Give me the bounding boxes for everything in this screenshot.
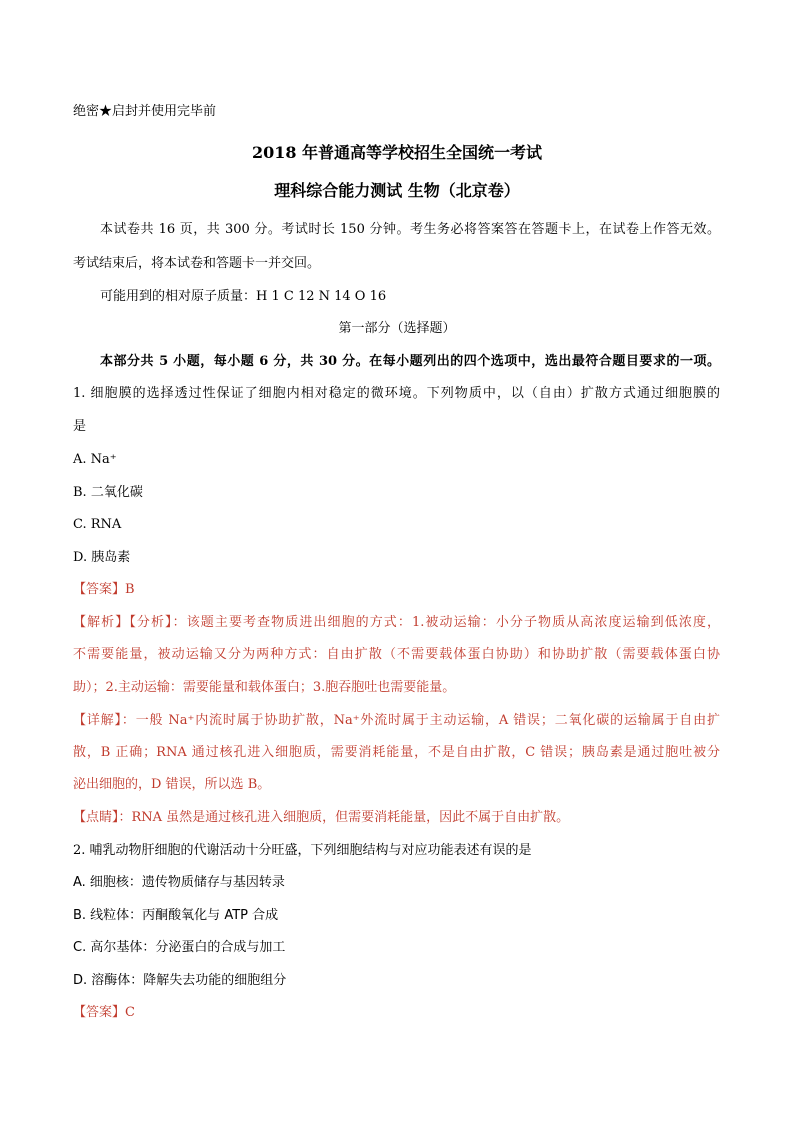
q1-option-d: D. 胰岛素 — [73, 550, 131, 565]
q2-option-a: A. 细胞核：遗传物质储存与基因转录 — [73, 875, 285, 890]
q2-option-c: C. 高尔基体：分泌蛋白的合成与加工 — [73, 940, 286, 955]
q1-option-c: C. RNA — [73, 517, 122, 532]
q1-stem-line-1: 1. 细胞膜的选择透过性保证了细胞内相对稳定的微环境。下列物质中，以（自由）扩散方式通过细胞膜的 — [73, 386, 720, 401]
q1-analysis-line-2: 不需要能量，被动运输又分为两种方式：自由扩散（不需要载体蛋白协助）和协助扩散（需要载体蛋白协 — [73, 647, 720, 662]
part1-description: 本部分共 5 小题，每小题 6 分，共 30 分。在每小题列出的四个选项中，选出最符合题目要求的一项。 — [100, 354, 720, 369]
q1-detail-line-2: 散，B 正确；RNA 通过核孔进入细胞质，需要消耗能量，不是自由扩散，C 错误；胰岛素是通过胞吐被分 — [73, 745, 720, 760]
instructions-line-1: 本试卷共 16 页，共 300 分。考试时长 150 分钟。考生务必将答案答在答题卡上，在试卷上作答无效。 — [100, 222, 720, 237]
instructions-line-2: 考试结束后，将本试卷和答题卡一并交回。 — [73, 256, 321, 271]
q1-analysis-line-1: 【解析】【分析】：该题主要考查物质进出细胞的方式：1.被动运输：小分子物质从高浓度运输到低浓度， — [73, 615, 720, 630]
q2-option-d: D. 溶酶体：降解失去功能的细胞组分 — [73, 973, 287, 988]
part1-title: 第一部分（选择题） — [338, 321, 456, 336]
q1-analysis-line-3: 助）；2.主动运输：需要能量和载体蛋白；3.胞吞胞吐也需要能量。 — [73, 680, 456, 695]
q1-option-a: A. Na⁺ — [73, 452, 117, 467]
q1-stem-line-2: 是 — [73, 419, 87, 434]
q1-detail-line-1: 【详解】：一般 Na⁺内流时属于协助扩散，Na⁺外流时属于主动运输，A 错误；二氧化碳的运输属于自由扩 — [73, 713, 720, 728]
confidential-label: 绝密★启封并使用完毕前 — [73, 104, 217, 119]
q1-option-b: B. 二氧化碳 — [73, 485, 143, 500]
q2-answer: 【答案】C — [73, 1005, 135, 1020]
q1-tip: 【点睛】：RNA 虽然是通过核孔进入细胞质，但需要消耗能量，因此不属于自由扩散。 — [73, 810, 570, 825]
q2-option-b: B. 线粒体：丙酮酸氧化与 ATP 合成 — [73, 908, 279, 923]
q1-detail-line-3: 泌出细胞的，D 错误，所以选 B。 — [73, 777, 271, 792]
exam-subtitle: 理科综合能力测试 生物（北京卷） — [274, 181, 520, 200]
atomic-mass-line: 可能用到的相对原子质量：H 1 C 12 N 14 O 16 — [100, 289, 387, 304]
exam-title: 2018 年普通高等学校招生全国统一考试 — [251, 143, 543, 162]
q2-stem: 2. 哺乳动物肝细胞的代谢活动十分旺盛，下列细胞结构与对应功能表述有误的是 — [73, 843, 532, 858]
q1-answer: 【答案】B — [73, 582, 135, 597]
